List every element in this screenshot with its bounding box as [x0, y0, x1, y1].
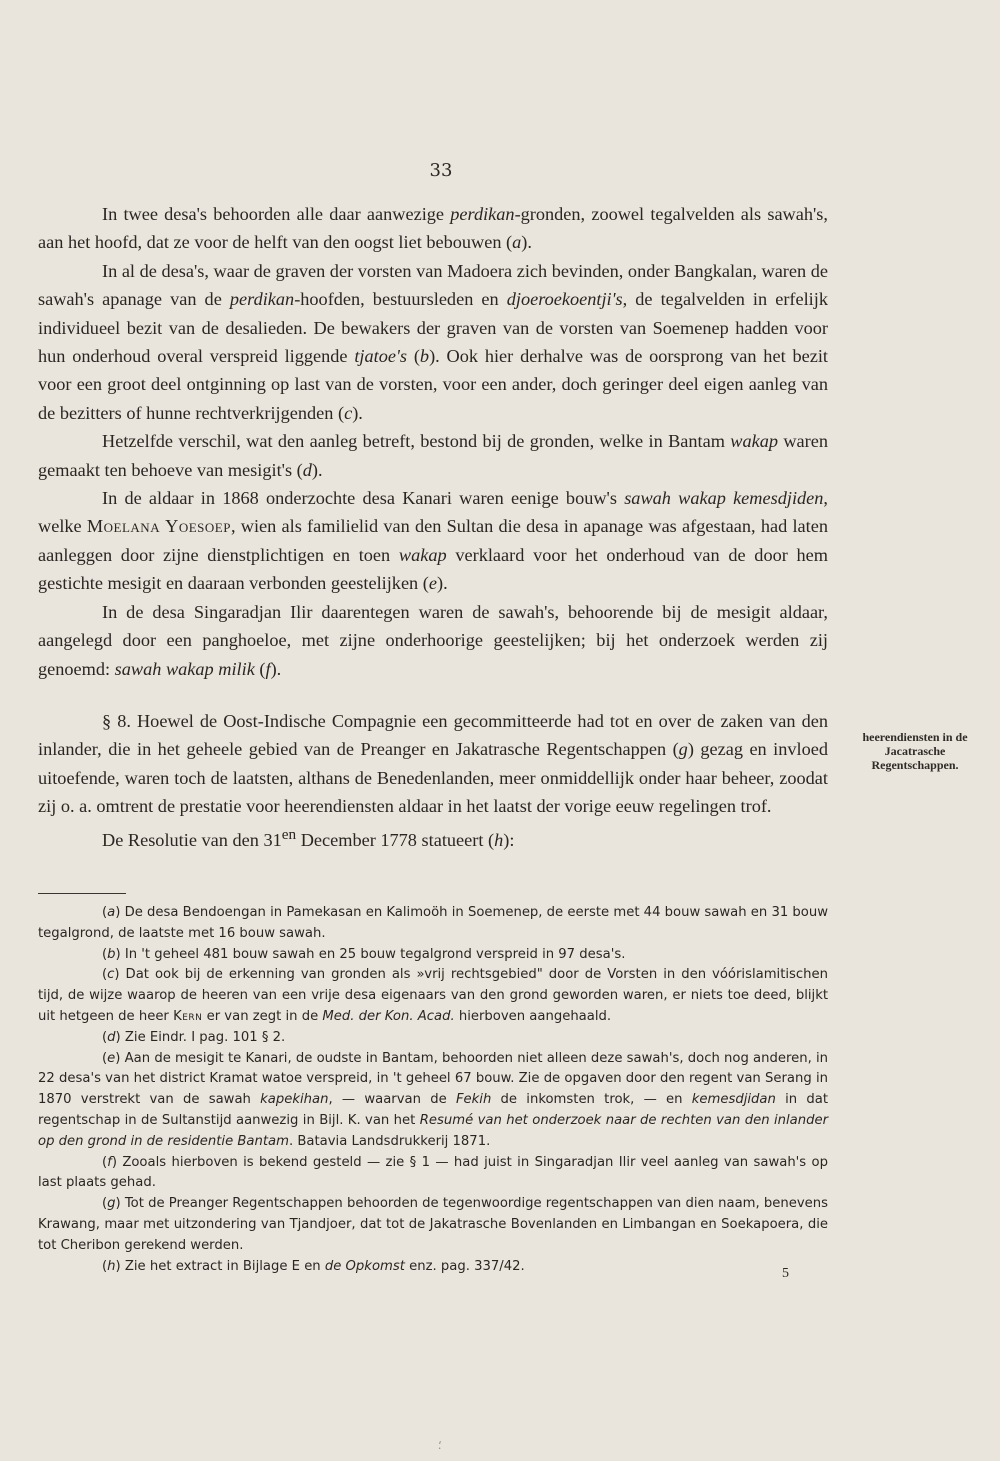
- footnote-rule: [38, 893, 126, 894]
- footnote-f: (f) Zooals hierboven is bekend gesteld — zie § 1 — had juist in Singaradjan Ilir veel aanleg van sawah's op last plaats gehad.: [38, 1154, 828, 1191]
- footnote-b: (b) In 't geheel 481 bouw sawah en 25 bouw tegalgrond verspreid in 97 desa's.: [102, 946, 626, 962]
- footnote-c: (c) Dat ook bij de erkenning van gronden als »vrij rechtsgebied" door de Vorsten in den vóórislamitischen tijd, de wijze waarop de heeren van een vrije desa eigenaars van den grond geworden waren, er niets toe deed, blijkt uit hetgeen de heer Kern er van zegt in de Med. der Kon. Acad. hierboven aangehaald.: [38, 967, 828, 1024]
- signature-mark: 5: [782, 1266, 789, 1281]
- footnote-a: (a) De desa Bendoengan in Pamekasan en Kalimoöh in Soemenep, de eerste met 44 bouw sawah en 31 bouw tegalgrond, de laatste met 16 bouw sawah.: [38, 905, 829, 941]
- stray-ink-mark: ⸵: [438, 1438, 442, 1452]
- paragraph-resolution: De Resolutie van den $31^{en}$ December 1778 statueert (h):: [102, 825, 515, 850]
- main-text: [38, 200, 828, 854]
- footnote-e: (e) Aan de mesigit te Kanari, de oudste in Bantam, behoorden niet alleen deze sawah's, doch nog anderen, in 22 desa's van het district Kramat watoe verspreid, in 't geheel 67 bouw. Zie de opgaven door den regent van Serang in 1870 verstrekt van de sawah kapekihan, — waarvan de Fekih de inkomsten trok, — en kemesdjidan in dat regentschap in de Sultanstijd aanwezig in Bijl. K. van het Resumé van het onderzoek naar de rechten van den inlander op den grond in de residentie Bantam. Batavia Landsdrukkerij 1871.: [38, 1050, 829, 1149]
- paragraph-section-8: § 8. Hoewel de Oost-Indische Compagnie een gecommitteerde had tot en over de zaken van den inlander, die in het geheele gebied van de Preanger en Jakatrasche Regentschappen (g) gezag en invloed uitoefende, waren toch de laatsten, althans de Benedenlanden, meer onmiddellijk onder haar beheer, zoodat zij o. a. omtrent de prestatie voor heerendiensten aldaar in het laatst der vorige eeuw regelingen trof.: [38, 710, 828, 817]
- margin-note: heerendiensten in de Jacatrasche Regentschappen.: [862, 730, 968, 773]
- footnote-d: (d) Zie Eindr. I pag. 101 § 2.: [102, 1029, 286, 1045]
- paragraph-5: In de desa Singaradjan Ilir daarentegen waren de sawah's, behoorende bij de mesigit aldaar, aangelegd door een panghoeloe, met zijne onderhoorige geestelijken; bij het onderzoek werden zij genoemd: sawah wakap milik (f).: [38, 601, 828, 679]
- page-number: 33: [429, 160, 453, 181]
- footnote-g: (g) Tot de Preanger Regentschappen behoorden de tegenwoordige regentschappen van dien naam, benevens Krawang, maar met uitzondering van Tjandjoer, dat tot de Jakatrasche Bovenlanden en Limbangan en Soekapoera, die tot Cheribon gerekend werden.: [38, 1196, 828, 1253]
- footnote-h: (h) Zie het extract in Bijlage E en de Opkomst enz. pag. 337/42.: [102, 1258, 525, 1274]
- paragraph-2: In al de desa's, waar de graven der vorsten van Madoera zich bevinden, onder Bangkalan, waren de sawah's apanage van de perdikan-hoofden, bestuursleden en djoeroekoentji's, de tegalvelden in erfelijk individueel bezit van de desalieden. De bewakers der graven van de vorsten van Soemenep hadden voor hun onderhoud overal verspreid liggende tjatoe's (b). Ook hier derhalve was de oorsprong van het bezit voor een groot deel ontginning op last van de vorsten, voor een ander, doch geringer deel eigen aanleg van de bezitters of hunne rechtverkrijgenden (c).: [38, 260, 828, 423]
- paragraph-4: In de aldaar in 1868 onderzochte desa Kanari waren eenige bouw's sawah wakap kemesdjiden, welke Moelana Yoesoep, wien als familielid van den Sultan die desa in apanage was afgestaan, had laten aanleggen door zijne dienstplichtigen en toen wakap verklaard voor het onderhoud van de door hem gestichte mesigit en daaraan verbonden geestelijken (e).: [38, 488, 829, 594]
- paragraph-1: In twee desa's behoorden alle daar aanwezige perdikan-gronden, zoowel tegalvelden als sawah's, aan het hoofd, dat ze voor de helft van den oogst liet bebouwen (a).: [38, 204, 828, 253]
- footnotes: [38, 903, 828, 1277]
- paragraph-3: Hetzelfde verschil, wat den aanleg betreft, bestond bij de gronden, welke in Bantam wakap waren gemaakt ten behoeve van mesigit's (d).: [38, 431, 828, 480]
